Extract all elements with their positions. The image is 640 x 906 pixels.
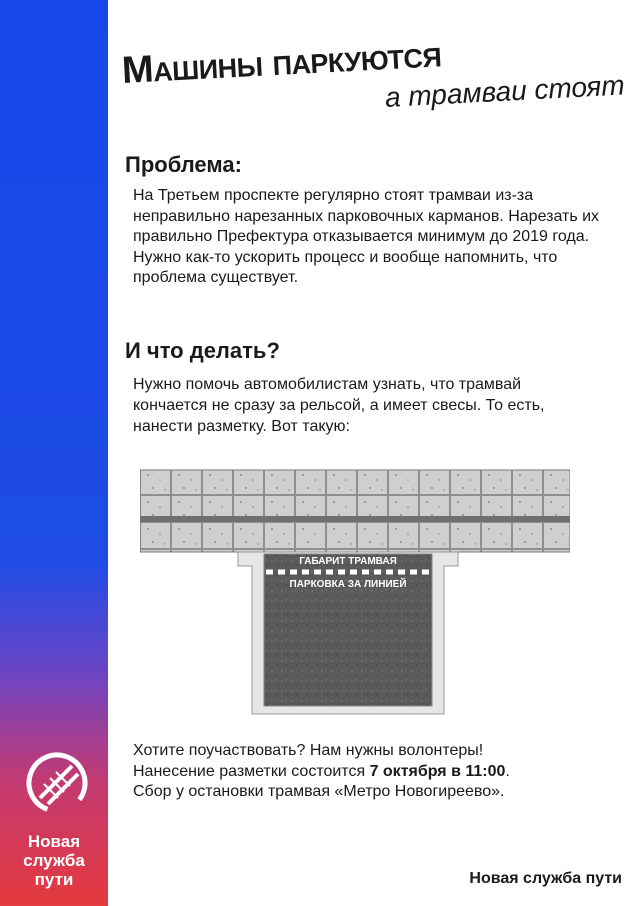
cta-line-2-post: . (505, 762, 510, 780)
action-heading: И что делать? (125, 338, 280, 363)
cta-line-3: Сбор у остановки трамвая «Метро Новогиреево». (133, 783, 505, 800)
footer-brand: Новая служба пути (469, 870, 622, 887)
marking-label-bottom: ПАРКОВКА ЗА ЛИНИЕЙ (289, 579, 407, 590)
cta-line-2-pre: Нанесение разметки состоится (133, 762, 370, 780)
cta-block (133, 741, 603, 803)
problem-text: На Третьем проспекте регулярно стоят трамваи из-за неправильно нарезанных парковочных карманов. Нарезать их правильно Префектура отказывается минимум до 2019 года. Нужно как-то ускорить процесс и вообще напомнить, что проблема существует. (133, 187, 600, 286)
logo-line-3: пути (34, 870, 74, 889)
page-subtitle: а трамваи стоят (384, 69, 626, 113)
problem-heading: Проблема: (125, 152, 242, 177)
marking-label-top: ГАБАРИТ ТРАМВАЯ (299, 556, 397, 567)
cta-line-2 (133, 762, 603, 783)
logo-line-1: Новая (27, 832, 81, 851)
event-date: 7 октября в 11:00 (369, 762, 506, 780)
action-text: Нужно помочь автомобилистам узнать, что трамвай кончается не сразу за рельсой, а имеет свесы. То есть, нанести разметку. Вот такую: (133, 376, 545, 435)
sidebar-stripe (0, 0, 108, 906)
road-marking-diagram (140, 468, 570, 718)
sidebar-logo-text (0, 832, 108, 889)
page-title-text: Машины паркуются (120, 33, 443, 92)
cta-line-1: Хотите поучаствовать? Нам нужны волонтеры! (133, 742, 484, 759)
logo-line-2: служба (23, 851, 85, 870)
tram-rail-logo-icon (22, 748, 92, 818)
